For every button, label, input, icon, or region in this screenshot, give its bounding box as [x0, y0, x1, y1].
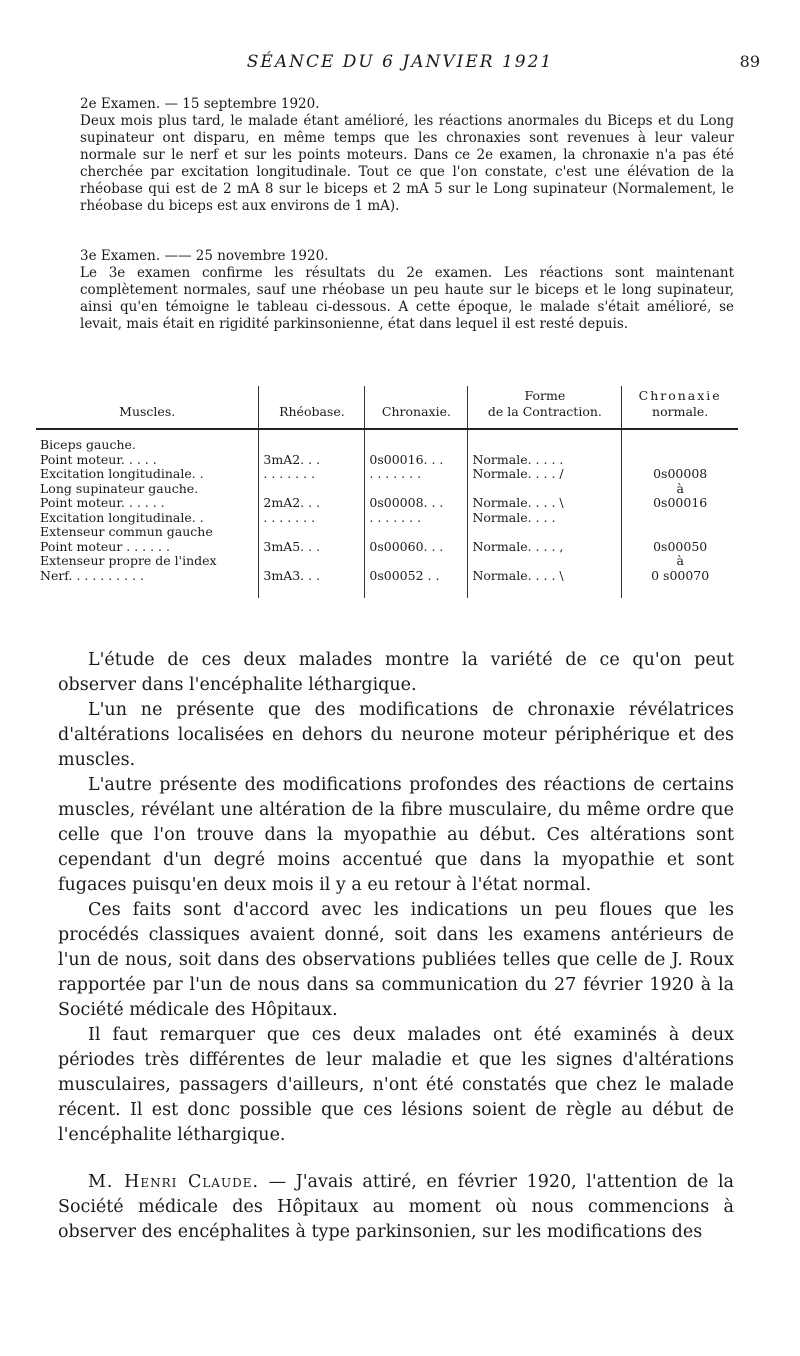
table-header-row: [36, 386, 738, 429]
claude-paragraph: [58, 1170, 734, 1245]
cell-forme: Normale. . . . /: [468, 467, 622, 482]
page-number: 89: [739, 52, 760, 71]
cell-rheobase: . . . . . . .: [259, 511, 365, 526]
header-forme: [468, 386, 622, 429]
table-row: [36, 453, 738, 468]
cell-forme: Normale. . . . \: [468, 569, 622, 584]
cell-muscle: Extenseur commun gauche: [40, 524, 213, 539]
running-head: [0, 50, 800, 74]
table-row: [36, 482, 738, 497]
cell-normale: [622, 453, 738, 468]
cell-muscle: Excitation longitudinale. .: [40, 466, 204, 481]
cell-muscle: Long supinateur gauche.: [40, 480, 199, 496]
header-forme-line1: Forme: [524, 388, 566, 403]
discussion: [58, 648, 734, 1245]
header-forme-line2: de la Contraction.: [487, 404, 602, 419]
cell-chronaxie: [365, 554, 468, 569]
cell-normale: à: [622, 482, 738, 497]
cell-forme: [468, 525, 622, 540]
cell-rheobase: 3mA3. . .: [259, 569, 365, 584]
chronaxie-table: [36, 386, 738, 598]
header-chronaxie-normale: [622, 386, 738, 429]
cell-chronaxie: [365, 482, 468, 497]
table-row: [36, 540, 738, 555]
speaker-name: M. Henri Claude.: [88, 1172, 260, 1192]
cell-normale: [622, 525, 738, 540]
cell-rheobase: [259, 429, 365, 453]
discussion-paragraph: L'autre présente des modifications profondes des réactions de certains muscles, révélant une altération de la fibre musculaire, du même ordre que celle que l'on trouve dans la myopathie au début. Ces altérations sont cependant d'un degré moins accentué que dans la myopathie et sont fugaces puisqu'en deux mois il y a eu retour à l'état normal.: [58, 775, 734, 895]
cell-muscle: Nerf. . . . . . . . . .: [40, 567, 144, 583]
header-normale-line1: Chronaxie: [638, 388, 722, 403]
cell-rheobase: . . . . . . .: [259, 467, 365, 482]
table-row: [36, 429, 738, 453]
cell-rheobase: 3mA5. . .: [259, 540, 365, 555]
speaker-text: — J'avais attiré, en février 1920, l'attention de la Société médicale des Hôpitaux au moment où nous commencions à observer des encéphalites à type parkinsonien, sur les modifications des: [58, 1172, 734, 1242]
cell-normale: [622, 511, 738, 526]
cell-forme: [468, 482, 622, 497]
cell-normale: [622, 429, 738, 453]
discussion-paragraph: Ces faits sont d'accord avec les indications un peu floues que les procédés classiques avaient donné, soit dans les examens antérieurs de l'un de nous, soit dans des observations publiées telles que celle de J. Roux rapportée par l'un de nous dans sa communication du 27 février 1920 à la Société médicale des Hôpitaux.: [58, 900, 734, 1020]
discussion-paragraph: L'étude de ces deux malades montre la variété de ce qu'on peut observer dans l'encéphalite léthargique.: [58, 650, 734, 695]
discussion-paragraph: L'un ne présente que des modifications de chronaxie révélatrices d'altérations localisées en dehors du neurone moteur périphérique et des muscles.: [58, 700, 734, 770]
header-muscles: Muscles.: [119, 404, 176, 419]
cell-forme: Normale. . . . ,: [468, 540, 622, 555]
table-row: [36, 554, 738, 569]
cell-rheobase: 2mA2. . .: [259, 496, 365, 511]
examen-3-title: 3e Examen. —— 25 novembre 1920.: [80, 248, 329, 264]
cell-rheobase: [259, 554, 365, 569]
cell-chronaxie: [365, 429, 468, 453]
cell-forme: Normale. . . . .: [468, 453, 622, 468]
cell-normale: à: [622, 554, 738, 569]
cell-muscle: Point moteur. . . . . .: [40, 495, 165, 510]
cell-normale: 0 s00070: [622, 569, 738, 584]
running-title: SÉANCE DU 6 JANVIER 1921: [246, 52, 554, 72]
examen-2-body: Deux mois plus tard, le malade étant amélioré, les réactions anormales du Biceps et du Long supinateur ont disparu, en même temps que les chronaxies sont revenues à leur valeur normale sur le nerf et sur les points moteurs. Dans ce 2e examen, la chronaxie n'a pas été cherchée par excitation longitudinale. Tout ce que l'on constate, c'est une élévation de la rhéobase qui est de 2 mA 8 sur le biceps et 2 mA 5 sur le Long supinateur (Normalement, le rhéobase du biceps est aux environs de 1 mA).: [80, 113, 734, 214]
cell-rheobase: 3mA2. . .: [259, 453, 365, 468]
examen-3-section: [58, 248, 734, 333]
cell-chronaxie: . . . . . . .: [365, 467, 468, 482]
cell-muscle: Extenseur propre de l'index: [40, 553, 217, 568]
cell-muscle: Excitation longitudinale. .: [40, 509, 204, 525]
discussion-paragraph: Il faut remarquer que ces deux malades ont été examinés à deux périodes très différentes de leur maladie et que les signes d'altérations musculaires, passagers d'ailleurs, n'ont été constatés que chez le malade récent. Il est donc possible que ces lésions soient de règle au début de l'encéphalite léthargique.: [58, 1025, 734, 1145]
cell-normale: 0s00016: [622, 496, 738, 511]
cell-chronaxie: 0s00016. . .: [365, 453, 468, 468]
cell-forme: Normale. . . . \: [468, 496, 622, 511]
cell-muscle: Point moteur . . . . . .: [40, 538, 170, 554]
table-row: [36, 525, 738, 540]
cell-forme: [468, 429, 622, 453]
header-rheobase: Rhéobase.: [259, 386, 365, 429]
cell-forme: [468, 554, 622, 569]
cell-muscle: Point moteur. . . . .: [40, 451, 157, 467]
examen-2-title: 2e Examen. — 15 septembre 1920.: [80, 96, 320, 112]
header-normale-line2: normale.: [652, 404, 709, 419]
cell-muscle: Biceps gauche.: [40, 437, 136, 452]
cell-chronaxie: 0s00060. . .: [365, 540, 468, 555]
cell-rheobase: [259, 482, 365, 497]
table-row: [36, 511, 738, 526]
table-row: [36, 496, 738, 511]
examen-3-body: Le 3e examen confirme les résultats du 2e examen. Les réactions sont maintenant complètement normales, sauf une rhéobase un peu haute sur le biceps et le long supinateur, ainsi qu'en témoigne le tableau ci-dessous. A cette époque, le malade s'était amélioré, se levait, mais était en rigidité parkinsonienne, état dans lequel il est resté depuis.: [80, 265, 734, 332]
cell-normale: 0s00008: [622, 467, 738, 482]
table-row: [36, 569, 738, 584]
cell-chronaxie: [365, 525, 468, 540]
cell-chronaxie: 0s00008. . .: [365, 496, 468, 511]
examen-2-section: [58, 96, 734, 215]
table-end-row: [36, 583, 738, 598]
cell-forme: Normale. . . .: [468, 511, 622, 526]
cell-normale: 0s00050: [622, 540, 738, 555]
header-chronaxie: Chronaxie.: [365, 386, 468, 429]
cell-chronaxie: 0s00052 . .: [365, 569, 468, 584]
cell-rheobase: [259, 525, 365, 540]
table-row: [36, 467, 738, 482]
cell-chronaxie: . . . . . . .: [365, 511, 468, 526]
